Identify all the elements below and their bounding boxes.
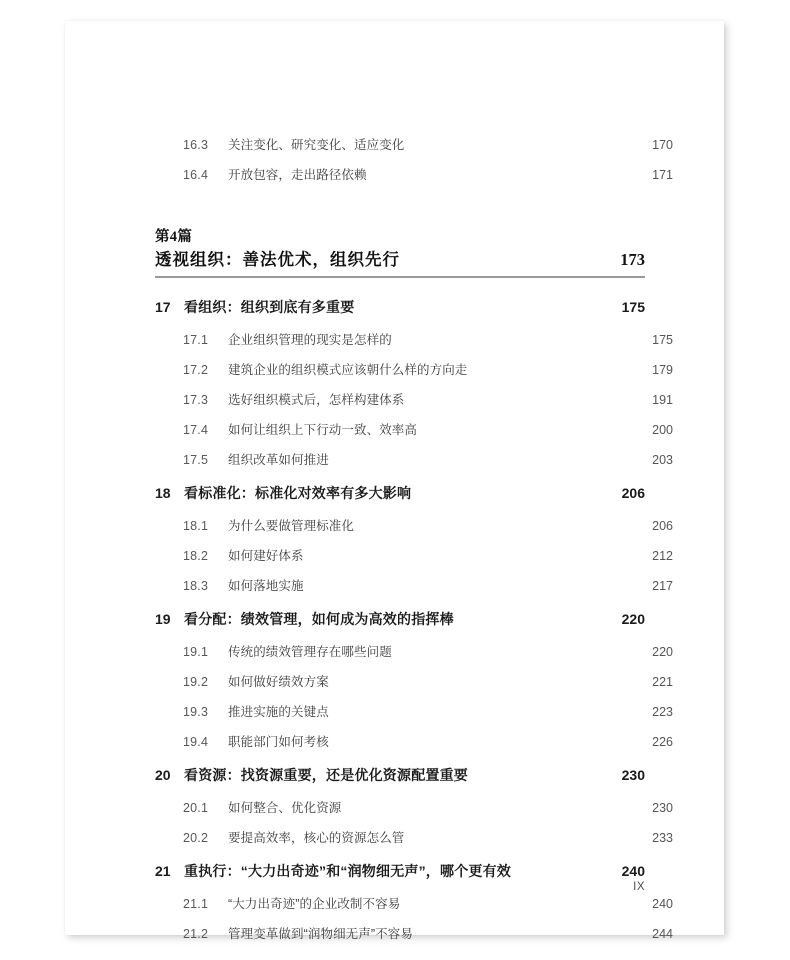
section-number: 17.5 — [183, 453, 209, 467]
section-page-number: 171 — [652, 168, 673, 182]
section-number: 17.1 — [183, 333, 209, 347]
section-number: 19.2 — [183, 675, 209, 689]
section-page-number: 203 — [652, 453, 673, 467]
toc-chapter-row[interactable] — [155, 297, 645, 330]
part-title-row — [155, 247, 645, 273]
section-title: 关注变化、研究变化、适应变化 — [228, 138, 405, 152]
section-number: 19.1 — [183, 645, 209, 659]
chapter-title: 看分配：绩效管理，如何成为高效的指挥棒 — [184, 611, 454, 627]
toc-section-row[interactable] — [183, 516, 673, 546]
toc-chapter-row[interactable] — [155, 765, 645, 798]
section-page-number: 175 — [652, 333, 673, 347]
section-title: 如何整合、优化资源 — [228, 801, 342, 815]
toc-section-row[interactable] — [183, 135, 673, 165]
section-number: 18.2 — [183, 549, 209, 563]
section-number: 17.4 — [183, 423, 209, 437]
section-title: 组织改革如何推进 — [228, 453, 329, 467]
section-page-number: 244 — [652, 927, 673, 941]
section-title: 传统的绩效管理存在哪些问题 — [228, 645, 392, 659]
section-title: 为什么要做管理标准化 — [228, 519, 355, 533]
section-title: 企业组织管理的现实是怎样的 — [228, 333, 392, 347]
section-number: 20.1 — [183, 801, 209, 815]
section-page-number: 217 — [652, 579, 673, 593]
section-page-number: 170 — [652, 138, 673, 152]
chapter-title: 看标准化：标准化对效率有多大影响 — [184, 485, 412, 501]
section-title: 选好组织模式后，怎样构建体系 — [228, 393, 405, 407]
toc-chapter-row[interactable] — [155, 483, 645, 516]
toc-section-row[interactable] — [183, 330, 673, 360]
section-page-number: 206 — [652, 519, 673, 533]
section-title: 如何落地实施 — [228, 579, 304, 593]
top-spacer — [155, 21, 645, 135]
section-title: 要提高效率，核心的资源怎么管 — [228, 831, 405, 845]
section-number: 17.2 — [183, 363, 209, 377]
toc-section-row[interactable] — [183, 894, 673, 924]
chapter-page-number: 220 — [621, 611, 645, 627]
section-number: 16.4 — [183, 168, 209, 182]
section-title: 推进实施的关键点 — [228, 705, 329, 719]
toc-section-row[interactable] — [183, 642, 673, 672]
section-title: 如何让组织上下行动一致、效率高 — [228, 423, 418, 437]
chapter-group — [155, 861, 673, 954]
part-page-number: 173 — [620, 250, 645, 269]
part-heading-block[interactable] — [155, 227, 645, 278]
part-title: 透视组织：善法优术，组织先行 — [155, 250, 400, 269]
toc-section-row[interactable] — [183, 450, 673, 480]
toc-section-row[interactable] — [183, 420, 673, 450]
chapter-group — [155, 609, 673, 762]
section-number: 17.3 — [183, 393, 209, 407]
chapter-page-number: 240 — [621, 863, 645, 879]
chapter-number: 18 — [155, 485, 171, 501]
page-folio: IX — [633, 881, 645, 893]
part-divider-rule — [155, 276, 645, 278]
toc-section-row[interactable] — [183, 390, 673, 420]
toc-section-row[interactable] — [183, 924, 673, 954]
section-number: 18.1 — [183, 519, 209, 533]
section-title: 如何做好绩效方案 — [228, 675, 329, 689]
toc-section-row[interactable] — [183, 702, 673, 732]
chapter-page-number: 175 — [621, 299, 645, 315]
chapter-page-number: 206 — [621, 485, 645, 501]
section-page-number: 191 — [652, 393, 673, 407]
section-number: 20.2 — [183, 831, 209, 845]
chapter-group — [155, 483, 673, 606]
section-number: 21.2 — [183, 927, 209, 941]
section-number: 19.3 — [183, 705, 209, 719]
section-title: “大力出奇迹”的企业改制不容易 — [228, 897, 401, 911]
section-page-number: 212 — [652, 549, 673, 563]
chapter-page-number: 230 — [621, 767, 645, 783]
chapter-title: 看组织：组织到底有多重要 — [184, 299, 355, 315]
toc-section-row[interactable] — [183, 165, 673, 195]
toc-content — [155, 21, 673, 954]
chapter-number: 21 — [155, 863, 171, 879]
part-label: 第4篇 — [155, 229, 193, 245]
toc-section-row[interactable] — [183, 360, 673, 390]
toc-section-row[interactable] — [183, 798, 673, 828]
section-number: 21.1 — [183, 897, 209, 911]
chapter-number: 20 — [155, 767, 171, 783]
section-page-number: 179 — [652, 363, 673, 377]
toc-section-row[interactable] — [183, 828, 673, 858]
section-page-number: 223 — [652, 705, 673, 719]
toc-section-row[interactable] — [183, 732, 673, 762]
section-page-number: 230 — [652, 801, 673, 815]
chapter-number: 19 — [155, 611, 171, 627]
section-title: 开放包容，走出路径依赖 — [228, 168, 367, 182]
chapter-title: 重执行：“大力出奇迹”和“润物细无声”，哪个更有效 — [184, 863, 511, 879]
toc-section-row[interactable] — [183, 576, 673, 606]
chapter-title: 看资源：找资源重要，还是优化资源配置重要 — [184, 767, 468, 783]
section-page-number: 220 — [652, 645, 673, 659]
section-page-number: 226 — [652, 735, 673, 749]
page-inner — [65, 21, 724, 941]
book-page — [65, 21, 724, 941]
toc-section-row[interactable] — [183, 672, 673, 702]
section-page-number: 221 — [652, 675, 673, 689]
section-page-number: 233 — [652, 831, 673, 845]
chapter-number: 17 — [155, 299, 171, 315]
section-number: 16.3 — [183, 138, 209, 152]
section-title: 职能部门如何考核 — [228, 735, 329, 749]
toc-section-row[interactable] — [183, 546, 673, 576]
section-title: 管理变革做到“润物细无声”不容易 — [228, 927, 413, 941]
section-number: 18.3 — [183, 579, 209, 593]
chapter-group — [155, 765, 673, 858]
section-number: 19.4 — [183, 735, 209, 749]
toc-chapter-row[interactable] — [155, 609, 645, 642]
section-page-number: 240 — [652, 897, 673, 911]
section-page-number: 200 — [652, 423, 673, 437]
leading-entries-group — [155, 135, 673, 195]
chapter-group — [155, 297, 673, 480]
section-title: 建筑企业的组织模式应该朝什么样的方向走 — [228, 363, 468, 377]
section-title: 如何建好体系 — [228, 549, 304, 563]
after-rule-spacer — [155, 278, 645, 297]
part-spacer — [155, 195, 645, 227]
